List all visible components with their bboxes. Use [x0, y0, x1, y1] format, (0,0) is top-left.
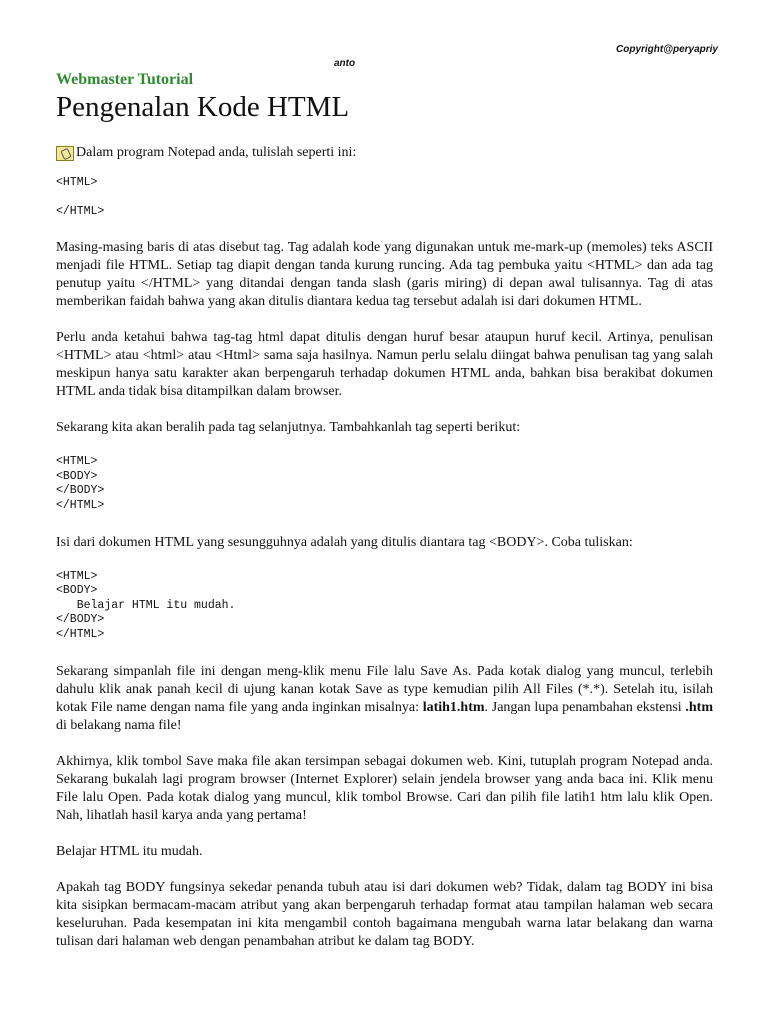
paragraph-text: di belakang nama file! — [56, 717, 182, 733]
code-block: <HTML> <BODY> Belajar HTML itu mudah. </BODY> </HTML> — [56, 569, 236, 641]
extension-bold: .htm — [685, 699, 714, 715]
paragraph: Perlu anda ketahui bahwa tag-tag html dapat ditulis dengan huruf besar ataupun huruf kecil. Artinya, penulisan <HTML> atau <html> atau <Html> sama saja hasilnya. Namun perlu selalu diingat bahwa penulisan tag yang salah meskipun hanya satu karakter akan berpengaruh terhadap dokumen HTML anda, bahkan bisa berakibat dokumen HTML anda tidak bisa ditampilkan dalam browser. — [56, 330, 713, 400]
paragraph: Apakah tag BODY fungsinya sekedar penanda tubuh atau isi dari dokumen web? Tidak, dalam tag BODY ini bisa kita sisipkan bermacam-macam atribut yang akan berpengaruh terhadap format atau tampilan halaman web secara keseluruhan. Pada kesempatan ini kita mengambil contoh bagaimana mengubah warna latar belakang dan warna tulisan dari halaman web dengan penambahan atribut ke dalam tag BODY. — [56, 879, 713, 949]
note-icon — [56, 146, 74, 161]
intro-line — [56, 144, 713, 162]
paragraph — [56, 663, 713, 735]
page-title: Pengenalan Kode HTML — [56, 91, 350, 123]
paragraph-text: Sekarang simpanlah file ini dengan meng-klik menu File lalu Save As. Pada kotak dialog yang muncul, terlebih dahulu klik anak panah kecil di ujung kanan kotak Save as type kemudian pilih All Files (*.*). Setelah itu, isilah kotak File name dengan nama file yang anda inginkan misalnya: — [56, 663, 713, 715]
document-body — [56, 70, 713, 969]
paragraph-text: . Jangan lupa penambahan ekstensi — [484, 699, 686, 715]
code-line: </HTML> — [56, 204, 105, 218]
paragraph: Isi dari dokumen HTML yang sesungguhnya adalah yang ditulis diantara tag <BODY>. Coba tuliskan: — [56, 534, 633, 550]
paragraph: Masing-masing baris di atas disebut tag. Tag adalah kode yang digunakan untuk me-mark-up (memoles) teks ASCII menjadi file HTML. Setiap tag diapit dengan tanda kurung runcing. Ada tag pembuka yaitu <HTML> dan ada tag penutup yaitu </HTML> yang ditandai dengan tanda slash (garis miring) di depan awal tulisannya. Tag di atas memberikan faidah bahwa yang akan ditulis diantara kedua tag tersebut adalah isi dari dokumen HTML. — [56, 240, 713, 310]
code-line: <HTML> — [56, 176, 98, 189]
filename-bold: latih1.htm — [422, 699, 485, 715]
code-block: <HTML> <BODY> </BODY> </HTML> — [56, 455, 105, 512]
intro-text: Dalam program Notepad anda, tulislah seperti ini: — [76, 145, 357, 160]
copyright-text: Copyright@peryapriy — [616, 44, 718, 55]
series-title: Webmaster Tutorial — [56, 71, 194, 88]
paragraph: Akhirnya, klik tombol Save maka file akan tersimpan sebagai dokumen web. Kini, tutuplah program Notepad anda. Sekarang bukalah lagi program browser (Internet Explorer) selain jendela browser yang anda baca ini. Klik menu File lalu Open. Pada kotak dialog yang muncul, klik tombol Browse. Cari dan pilih file latih1 htm lalu klik Open. Nah, lihatlah hasil karya anda yang pertama! — [56, 753, 713, 823]
paragraph: Belajar HTML itu mudah. — [56, 843, 203, 859]
paragraph: Sekarang kita akan beralih pada tag selanjutnya. Tambahkanlah tag seperti berikut: — [56, 420, 521, 436]
author-text: anto — [334, 58, 356, 69]
